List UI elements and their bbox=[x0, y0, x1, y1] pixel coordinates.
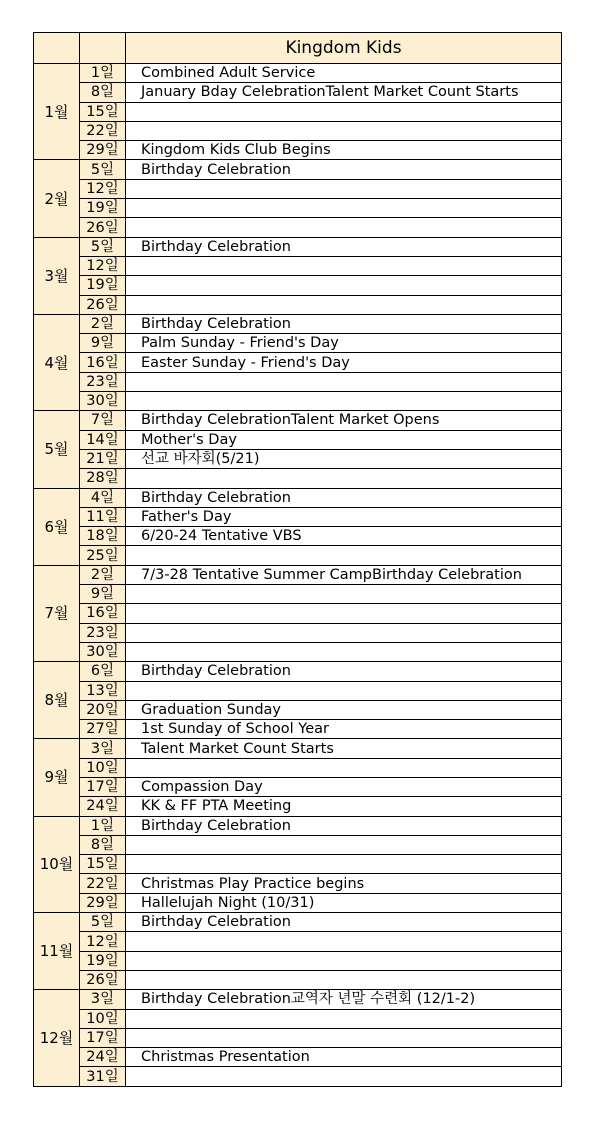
day-cell: 3일 bbox=[80, 739, 126, 758]
schedule-row bbox=[34, 179, 562, 198]
day-cell: 29일 bbox=[80, 893, 126, 912]
day-cell: 8일 bbox=[80, 835, 126, 854]
event-cell bbox=[126, 218, 562, 237]
event-cell bbox=[126, 1009, 562, 1028]
event-cell bbox=[126, 102, 562, 121]
day-cell: 12일 bbox=[80, 256, 126, 275]
schedule-row bbox=[34, 430, 562, 449]
event-cell bbox=[126, 295, 562, 314]
day-cell: 8일 bbox=[80, 83, 126, 102]
event-cell: Birthday Celebration bbox=[126, 488, 562, 507]
event-cell: Compassion Day bbox=[126, 777, 562, 796]
event-cell bbox=[126, 1028, 562, 1047]
event-cell: Birthday Celebration bbox=[126, 314, 562, 333]
event-cell: Birthday CelebrationTalent Market Opens bbox=[126, 411, 562, 430]
day-cell: 18일 bbox=[80, 527, 126, 546]
header-row bbox=[34, 33, 562, 64]
event-cell: January Bday CelebrationTalent Market Count Starts bbox=[126, 83, 562, 102]
schedule-row bbox=[34, 121, 562, 140]
schedule-row bbox=[34, 642, 562, 661]
schedule-row bbox=[34, 160, 562, 179]
day-cell: 12일 bbox=[80, 932, 126, 951]
day-cell: 31일 bbox=[80, 1067, 126, 1086]
day-cell: 21일 bbox=[80, 449, 126, 468]
event-cell: Birthday Celebration bbox=[126, 816, 562, 835]
schedule-body bbox=[34, 33, 562, 1087]
day-cell: 29일 bbox=[80, 141, 126, 160]
month-label: 7월 bbox=[34, 565, 80, 661]
day-cell: 5일 bbox=[80, 913, 126, 932]
event-cell bbox=[126, 546, 562, 565]
event-cell bbox=[126, 604, 562, 623]
event-cell: 1st Sunday of School Year bbox=[126, 720, 562, 739]
schedule-row bbox=[34, 565, 562, 584]
day-cell: 16일 bbox=[80, 604, 126, 623]
schedule-row bbox=[34, 546, 562, 565]
day-cell: 26일 bbox=[80, 218, 126, 237]
schedule-row bbox=[34, 295, 562, 314]
schedule-row bbox=[34, 102, 562, 121]
day-cell: 10일 bbox=[80, 1009, 126, 1028]
schedule-row bbox=[34, 141, 562, 160]
day-cell: 30일 bbox=[80, 392, 126, 411]
schedule-row bbox=[34, 777, 562, 796]
day-cell: 10일 bbox=[80, 758, 126, 777]
schedule-row bbox=[34, 758, 562, 777]
schedule-row bbox=[34, 469, 562, 488]
event-cell: Birthday Celebration bbox=[126, 913, 562, 932]
schedule-table bbox=[33, 32, 562, 1087]
day-cell: 19일 bbox=[80, 951, 126, 970]
schedule-row bbox=[34, 797, 562, 816]
event-cell: Christmas Play Practice begins bbox=[126, 874, 562, 893]
day-cell: 20일 bbox=[80, 700, 126, 719]
schedule-row bbox=[34, 237, 562, 256]
schedule-row bbox=[34, 488, 562, 507]
schedule-row bbox=[34, 623, 562, 642]
day-cell: 1일 bbox=[80, 816, 126, 835]
schedule-row bbox=[34, 932, 562, 951]
day-cell: 1일 bbox=[80, 64, 126, 83]
schedule-row bbox=[34, 218, 562, 237]
event-cell: Graduation Sunday bbox=[126, 700, 562, 719]
schedule-row bbox=[34, 353, 562, 372]
day-cell: 9일 bbox=[80, 334, 126, 353]
month-label: 4월 bbox=[34, 314, 80, 410]
schedule-row bbox=[34, 256, 562, 275]
event-cell bbox=[126, 642, 562, 661]
month-label: 8월 bbox=[34, 662, 80, 739]
event-cell bbox=[126, 585, 562, 604]
schedule-row bbox=[34, 893, 562, 912]
month-label: 11월 bbox=[34, 913, 80, 990]
event-cell: Combined Adult Service bbox=[126, 64, 562, 83]
day-cell: 5일 bbox=[80, 160, 126, 179]
schedule-row bbox=[34, 913, 562, 932]
schedule-row bbox=[34, 411, 562, 430]
event-cell bbox=[126, 392, 562, 411]
schedule-row bbox=[34, 720, 562, 739]
event-cell: 7/3-28 Tentative Summer CampBirthday Celebration bbox=[126, 565, 562, 584]
event-cell: 6/20-24 Tentative VBS bbox=[126, 527, 562, 546]
header-blank-day bbox=[80, 33, 126, 64]
event-cell bbox=[126, 179, 562, 198]
day-cell: 17일 bbox=[80, 777, 126, 796]
day-cell: 27일 bbox=[80, 720, 126, 739]
day-cell: 25일 bbox=[80, 546, 126, 565]
schedule-row bbox=[34, 835, 562, 854]
event-cell bbox=[126, 932, 562, 951]
schedule-row bbox=[34, 874, 562, 893]
event-cell bbox=[126, 256, 562, 275]
event-cell bbox=[126, 835, 562, 854]
schedule-row bbox=[34, 64, 562, 83]
day-cell: 19일 bbox=[80, 276, 126, 295]
schedule-row bbox=[34, 1048, 562, 1067]
day-cell: 12일 bbox=[80, 179, 126, 198]
event-cell bbox=[126, 1067, 562, 1086]
day-cell: 19일 bbox=[80, 199, 126, 218]
month-label: 5월 bbox=[34, 411, 80, 488]
month-label: 3월 bbox=[34, 237, 80, 314]
day-cell: 15일 bbox=[80, 102, 126, 121]
day-cell: 24일 bbox=[80, 1048, 126, 1067]
event-cell: Kingdom Kids Club Begins bbox=[126, 141, 562, 160]
day-cell: 11일 bbox=[80, 507, 126, 526]
schedule-row bbox=[34, 990, 562, 1009]
schedule-row bbox=[34, 507, 562, 526]
schedule-row bbox=[34, 372, 562, 391]
schedule-row bbox=[34, 855, 562, 874]
event-cell: Talent Market Count Starts bbox=[126, 739, 562, 758]
day-cell: 7일 bbox=[80, 411, 126, 430]
day-cell: 17일 bbox=[80, 1028, 126, 1047]
day-cell: 3일 bbox=[80, 990, 126, 1009]
schedule-row bbox=[34, 527, 562, 546]
event-cell bbox=[126, 276, 562, 295]
day-cell: 5일 bbox=[80, 237, 126, 256]
schedule-row bbox=[34, 662, 562, 681]
schedule-row bbox=[34, 314, 562, 333]
event-cell: Easter Sunday - Friend's Day bbox=[126, 353, 562, 372]
day-cell: 22일 bbox=[80, 121, 126, 140]
month-label: 6월 bbox=[34, 488, 80, 565]
day-cell: 26일 bbox=[80, 295, 126, 314]
month-label: 2월 bbox=[34, 160, 80, 237]
event-cell bbox=[126, 970, 562, 989]
day-cell: 2일 bbox=[80, 314, 126, 333]
day-cell: 2일 bbox=[80, 565, 126, 584]
day-cell: 6일 bbox=[80, 662, 126, 681]
schedule-row bbox=[34, 83, 562, 102]
schedule-row bbox=[34, 392, 562, 411]
event-cell: Hallelujah Night (10/31) bbox=[126, 893, 562, 912]
day-cell: 15일 bbox=[80, 855, 126, 874]
event-cell bbox=[126, 623, 562, 642]
month-label: 10월 bbox=[34, 816, 80, 912]
schedule-row bbox=[34, 585, 562, 604]
event-cell: KK & FF PTA Meeting bbox=[126, 797, 562, 816]
schedule-row bbox=[34, 199, 562, 218]
schedule-row bbox=[34, 739, 562, 758]
day-cell: 4일 bbox=[80, 488, 126, 507]
event-cell bbox=[126, 681, 562, 700]
schedule-row bbox=[34, 951, 562, 970]
schedule-row bbox=[34, 276, 562, 295]
event-cell: Mother's Day bbox=[126, 430, 562, 449]
month-label: 9월 bbox=[34, 739, 80, 816]
event-cell bbox=[126, 199, 562, 218]
day-cell: 14일 bbox=[80, 430, 126, 449]
event-cell bbox=[126, 758, 562, 777]
schedule-row bbox=[34, 604, 562, 623]
schedule-row bbox=[34, 449, 562, 468]
day-cell: 23일 bbox=[80, 623, 126, 642]
event-cell bbox=[126, 121, 562, 140]
event-cell bbox=[126, 951, 562, 970]
event-cell: Christmas Presentation bbox=[126, 1048, 562, 1067]
event-cell: Birthday Celebration bbox=[126, 237, 562, 256]
event-cell bbox=[126, 372, 562, 391]
schedule-row bbox=[34, 681, 562, 700]
schedule-row bbox=[34, 1028, 562, 1047]
month-label: 1월 bbox=[34, 64, 80, 160]
table-title: Kingdom Kids bbox=[126, 33, 562, 64]
day-cell: 22일 bbox=[80, 874, 126, 893]
month-label: 12월 bbox=[34, 990, 80, 1086]
event-cell: Birthday Celebration교역자 년말 수련회 (12/1-2) bbox=[126, 990, 562, 1009]
header-blank-month bbox=[34, 33, 80, 64]
event-cell: Father's Day bbox=[126, 507, 562, 526]
day-cell: 13일 bbox=[80, 681, 126, 700]
schedule-row bbox=[34, 970, 562, 989]
event-cell bbox=[126, 469, 562, 488]
event-cell: 선교 바자회(5/21) bbox=[126, 449, 562, 468]
schedule-row bbox=[34, 334, 562, 353]
day-cell: 30일 bbox=[80, 642, 126, 661]
day-cell: 9일 bbox=[80, 585, 126, 604]
schedule-row bbox=[34, 816, 562, 835]
schedule-row bbox=[34, 1067, 562, 1086]
event-cell bbox=[126, 855, 562, 874]
schedule-row bbox=[34, 1009, 562, 1028]
day-cell: 24일 bbox=[80, 797, 126, 816]
schedule-row bbox=[34, 700, 562, 719]
day-cell: 28일 bbox=[80, 469, 126, 488]
day-cell: 16일 bbox=[80, 353, 126, 372]
day-cell: 26일 bbox=[80, 970, 126, 989]
event-cell: Birthday Celebration bbox=[126, 662, 562, 681]
event-cell: Palm Sunday - Friend's Day bbox=[126, 334, 562, 353]
day-cell: 23일 bbox=[80, 372, 126, 391]
event-cell: Birthday Celebration bbox=[126, 160, 562, 179]
